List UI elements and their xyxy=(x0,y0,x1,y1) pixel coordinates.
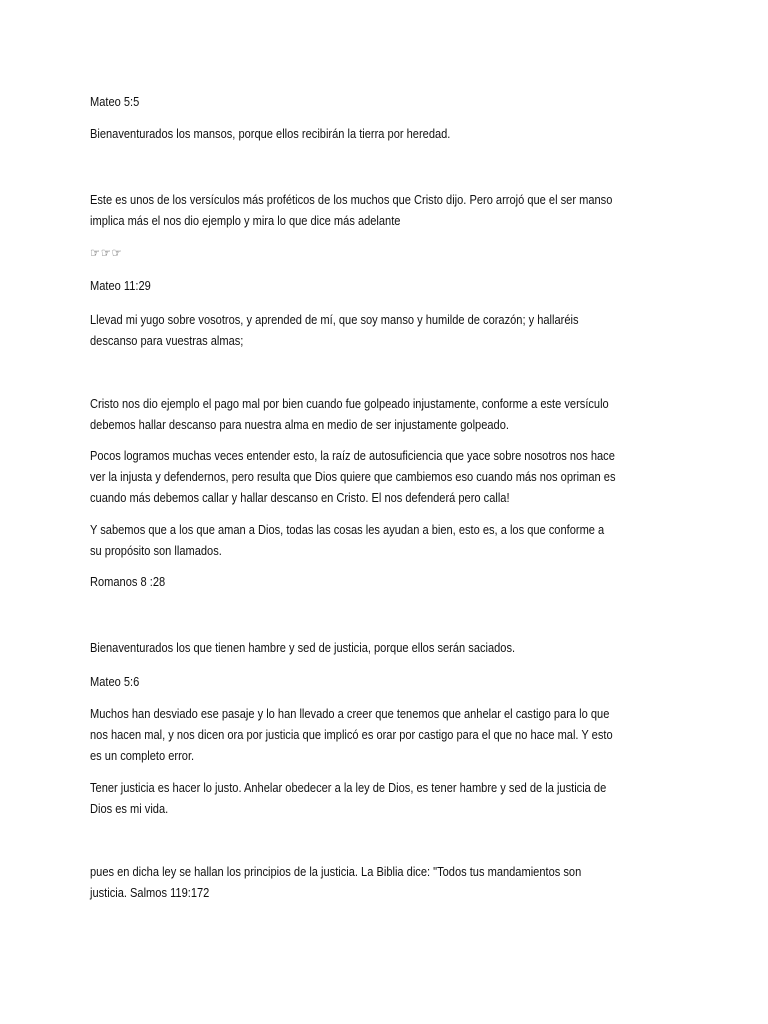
verse-text: Bienaventurados los que tienen hambre y sed de justicia, porque ellos serán saciados. xyxy=(90,641,516,655)
verse-reference: Mateo 5:6 xyxy=(90,675,140,689)
paragraph: Cristo nos dio ejemplo el pago mal por bien cuando fue golpeado injustamente, conforme a este versículo debemos hallar descanso para nuestra alma en medio de ser injustamente golpeado. xyxy=(90,397,609,432)
verse-reference: Romanos 8 :28 xyxy=(90,575,166,589)
paragraph: Tener justicia es hacer lo justo. Anhelar obedecer a la ley de Dios, es tener hambre y sed de la justicia de Dios es mi vida. xyxy=(90,781,607,816)
paragraph: pues en dicha ley se hallan los principios de la justicia. La Biblia dice: "Todos tus mandamientos son justicia. Salmos 119:172 xyxy=(90,865,582,900)
verse-reference: Mateo 11:29 xyxy=(90,279,151,293)
verse-text: Bienaventurados los mansos, porque ellos recibirán la tierra por heredad. xyxy=(90,127,451,141)
paragraph: Muchos han desviado ese pasaje y lo han llevado a creer que tenemos que anhelar el castigo para lo que nos hacen mal, y nos dicen ora por justicia que implicó es orar por castigo para el que no hace mal. Y esto es un completo error. xyxy=(90,707,613,763)
verse-text: Llevad mi yugo sobre vosotros, y aprended de mí, que soy manso y humilde de corazón; y hallaréis descanso para vuestras almas; xyxy=(90,313,579,348)
paragraph: Este es unos de los versículos más proféticos de los muchos que Cristo dijo. Pero arrojó que el ser manso implica más el nos dio ejemplo y mira lo que dice más adelante xyxy=(90,193,613,228)
verse-text: Y sabemos que a los que aman a Dios, todas las cosas les ayudan a bien, esto es, a los que conforme a su propósito son llamados. xyxy=(90,523,605,558)
pointing-hands-icon: ☞☞☞ xyxy=(90,246,123,260)
verse-reference: Mateo 5:5 xyxy=(90,95,140,109)
paragraph: Pocos logramos muchas veces entender esto, la raíz de autosuficiencia que yace sobre nosotros nos hace ver la injusta y defendernos, pero resulta que Dios quiere que cambiemos eso cuando más nos opriman es cuando más debemos callar y hallar descanso en Cristo. El nos defenderá pero calla! xyxy=(90,449,616,505)
